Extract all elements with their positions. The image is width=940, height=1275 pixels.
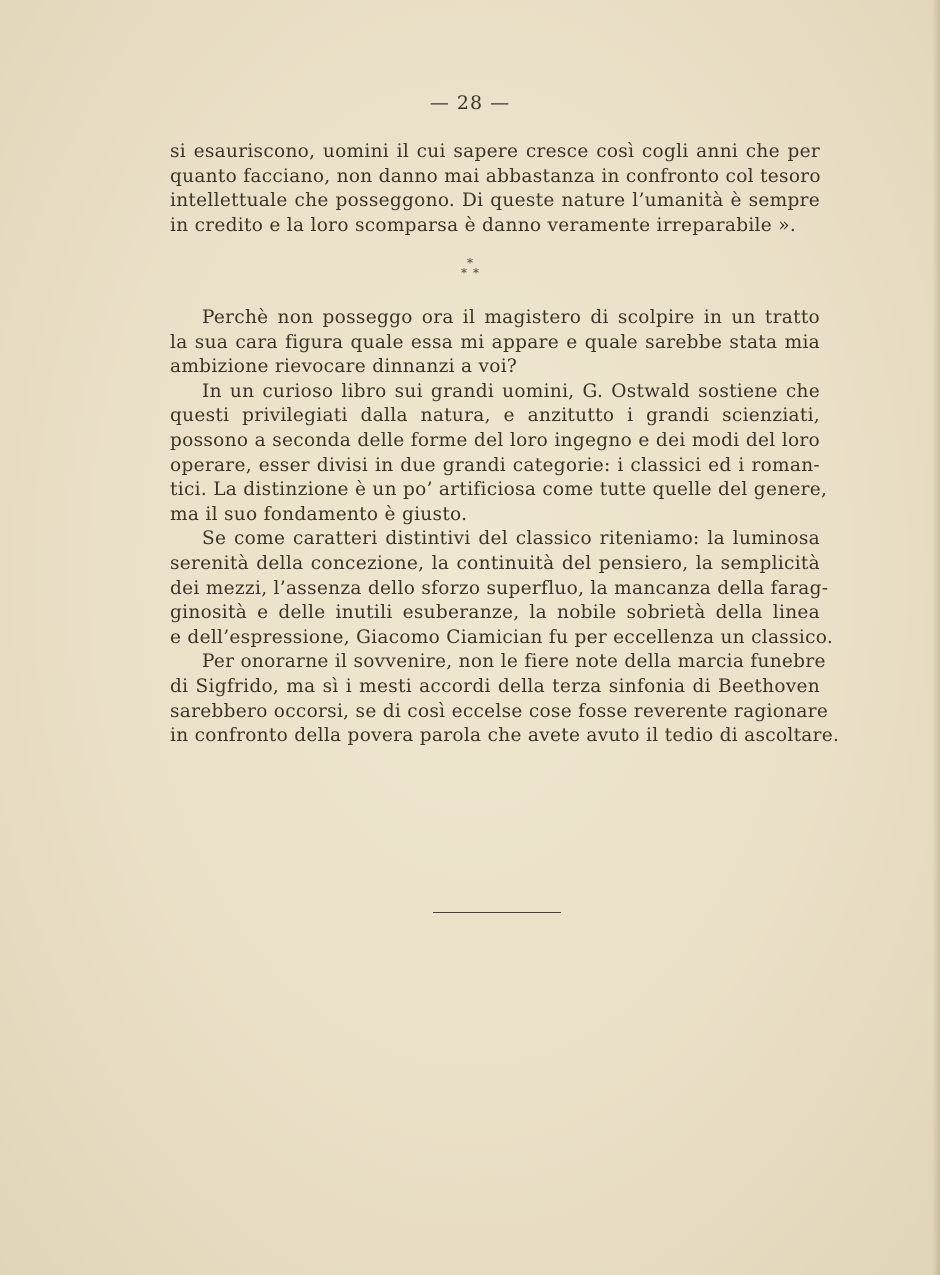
text-line: operare, esser divisi in due grandi categorie: i classici ed i roman- <box>170 454 820 476</box>
text-line: in confronto della povera parola che avete avuto il tedio di ascoltare. <box>170 725 840 747</box>
text-line: Perchè non posseggo ora il magistero di scolpire in un tratto <box>202 307 820 328</box>
text-line: di Sigfrido, ma sì i mesti accordi della terza sinfonia di Beethoven <box>170 675 820 697</box>
main-text <box>170 306 840 749</box>
asterism-separator <box>0 258 940 278</box>
paragraph-2 <box>170 306 820 380</box>
page-number: — 28 — <box>429 92 511 114</box>
text-line: In un curioso libro sui grandi uomini, G. Ostwald sostiene che <box>202 380 820 402</box>
end-rule <box>433 912 561 913</box>
text-line: possono a seconda delle forme del loro ingegno e dei modi del loro <box>170 429 820 451</box>
text-line: tici. La distinzione è un po’ artificiosa come tutte quelle del genere, <box>170 479 828 501</box>
paragraph-5 <box>170 650 840 748</box>
asterism-bottom: ** <box>461 266 485 280</box>
text-line: Se come caratteri distintivi del classico riteniamo: la luminosa <box>202 528 820 550</box>
paragraph-3 <box>170 380 828 528</box>
text-line: Per onorarne il sovvenire, non le fiere note della marcia funebre <box>202 651 826 673</box>
text-line: ma il suo fondamento è giusto. <box>170 503 468 525</box>
text-line: e dell’espressione, Giacomo Ciamician fu per eccellenza un classico. <box>170 626 834 648</box>
text-line: la sua cara figura quale essa mi appare e quale sarebbe stata mia <box>170 331 820 353</box>
text-line: ambizione rievocare dinnanzi a voi? <box>170 356 518 378</box>
text-line: in credito e la loro scomparsa è danno veramente irreparabile ». <box>170 214 796 236</box>
paragraph-continuation <box>170 140 820 238</box>
paragraph-4 <box>170 527 834 650</box>
text-line: ginosità e delle inutili esuberanze, la nobile sobrietà della linea <box>170 602 820 624</box>
text-line: serenità della concezione, la continuità del pensiero, la semplicità <box>170 552 820 574</box>
text-line: dei mezzi, l’assenza dello sforzo superfluo, la mancanza della farag- <box>170 577 829 599</box>
text-line: si esauriscono, uomini il cui sapere cresce così cogli anni che per <box>170 141 820 162</box>
text-line: intellettuale che posseggono. Di queste nature l’umanità è sempre <box>170 190 820 212</box>
text-line: sarebbero occorsi, se di così eccelse cose fosse reverente ragionare <box>170 700 829 722</box>
asterism-top: * <box>467 256 473 270</box>
text-line: questi privilegiati dalla natura, e anzitutto i grandi scienziati, <box>170 405 820 427</box>
page-edge-shadow <box>932 0 940 1275</box>
paragraph-1 <box>170 140 820 238</box>
text-line: quanto facciano, non danno mai abbastanza in confronto col tesoro <box>170 165 821 187</box>
